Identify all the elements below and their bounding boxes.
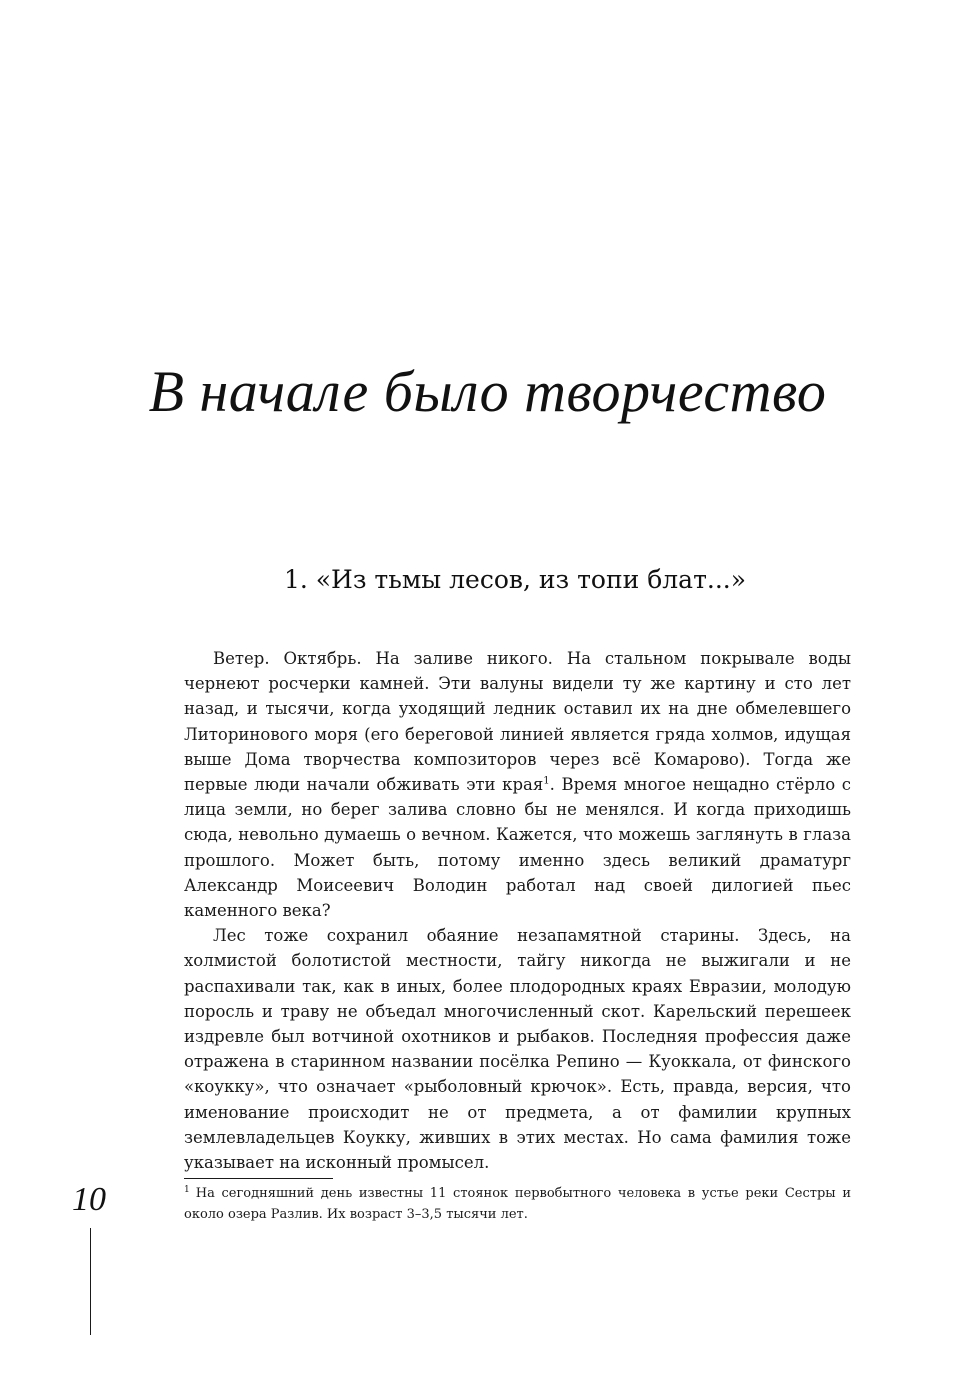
paragraph-2: Лес тоже сохранил обаяние незапамятной старины. Здесь, на холмистой болотистой местности, тайгу никогда не выжигали и не распахивали так, как в иных, более плодородных краях Евразии, молодую поросль и траву не объедал многочисленный скот. Карельский перешеек издревле был вотчиной охотников и рыбаков. Последняя профессия даже отражена в старинном названии посёлка Репино — Куоккала, от финского «коукку», что означает «рыболовный крючок». Есть, правда, версия, что именование происходит не от предмета, а от фамилии крупных землевладельцев Коукку, живших в этих местах. Но сама фамилия тоже указывает на исконный промысел. [184, 926, 851, 1173]
footnote-reference[interactable]: 1 [543, 775, 550, 787]
paragraph-1 [184, 646, 851, 923]
paragraph-1-text-before-note: Ветер. Октябрь. На заливе никого. На стальном покрывале воды чернеют росчерки камней. Эти валуны видели ту же картину и сто лет назад, и тысячи, когда уходящий ледник оставил их на дне обмелевшего Литоринового моря (его береговой линией является гряда холмов, идущая выше Дома творчества композиторов через всё Комарово). Тогда же первые люди начали обживать эти края [184, 649, 851, 795]
chapter-title: 1. «Из тьмы лесов, из топи блат...» [283, 565, 747, 594]
footnote-text: На сегодняшний день известны 11 стоянок первобытного человека в устье реки Сестры и около озера Разлив. Их возраст 3–3,5 тысячи лет. [184, 1186, 851, 1222]
footnote [184, 1183, 851, 1225]
page-number: 10 [72, 1181, 106, 1218]
paragraph-1-text-after-note: . Время многое нещадно стёрло с лица земли, но берег залива словно бы не менялся. И когда приходишь сюда, невольно думаешь о вечном. Кажется, что можешь заглянуть в глаза прошлого. Может быть, потому именно здесь великий драматург Александр Моисеевич Володин работал над своей дилогией пьес каменного века? [184, 775, 851, 921]
body-text [184, 646, 851, 1175]
footnote-divider [184, 1178, 333, 1179]
footnote-number: 1 [184, 1184, 190, 1195]
margin-vertical-rule [90, 1228, 91, 1335]
part-title: В начале было творчество [148, 359, 827, 424]
